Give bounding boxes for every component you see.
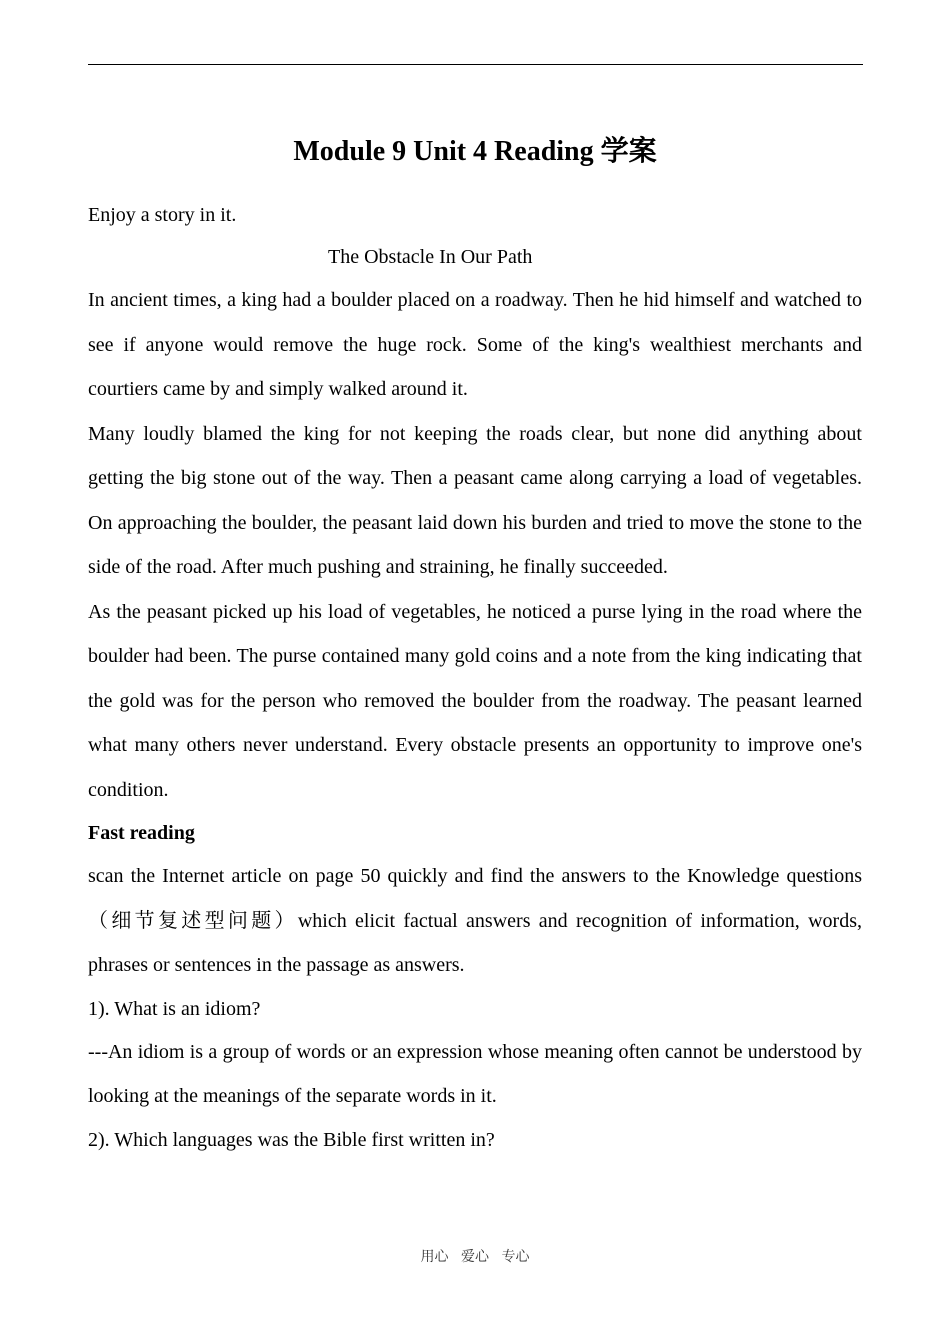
intro-text: Enjoy a story in it. <box>88 204 237 226</box>
header-rule <box>88 64 863 65</box>
story-paragraph-1: In ancient times, a king had a boulder placed on a roadway. Then he hid himself and watched to see if anyone would remove the huge rock. Some of the king's wealthiest merchants and courtiers came by and simply walked around it. <box>88 289 862 400</box>
fast-reading-instruction: scan the Internet article on page 50 quickly and find the answers to the Knowledge questions（细节复述型问题）which elicit factual answers and recognition of information, words, phrases or sentences in the passage as answers. <box>88 865 862 976</box>
page-footer: 用心 爱心 专心 <box>420 1249 530 1265</box>
answer-1: ---An idiom is a group of words or an expression whose meaning often cannot be understood by looking at the meanings of the separate words in it. <box>88 1040 862 1107</box>
story-paragraph-2: Many loudly blamed the king for not keeping the roads clear, but none did anything about getting the big stone out of the way. Then a peasant came along carrying a load of vegetables. On approaching the boulder, the peasant laid down his burden and tried to move the stone to the side of the road. After much pushing and straining, he finally succeeded. <box>88 422 862 578</box>
story-paragraph-3: As the peasant picked up his load of vegetables, he noticed a purse lying in the road where the boulder had been. The purse contained many gold coins and a note from the king indicating that the gold was for the person who removed the boulder from the roadway. The peasant learned what many others never understand. Every obstacle presents an opportunity to improve one's condition. <box>88 600 862 801</box>
story-title: The Obstacle In Our Path <box>328 246 533 268</box>
fast-reading-heading: Fast reading <box>88 822 195 844</box>
question-2: 2). Which languages was the Bible first written in? <box>88 1128 495 1151</box>
question-1: 1). What is an idiom? <box>88 997 261 1020</box>
page-title: Module 9 Unit 4 Reading 学案 <box>293 136 657 167</box>
document-body <box>88 132 862 1161</box>
